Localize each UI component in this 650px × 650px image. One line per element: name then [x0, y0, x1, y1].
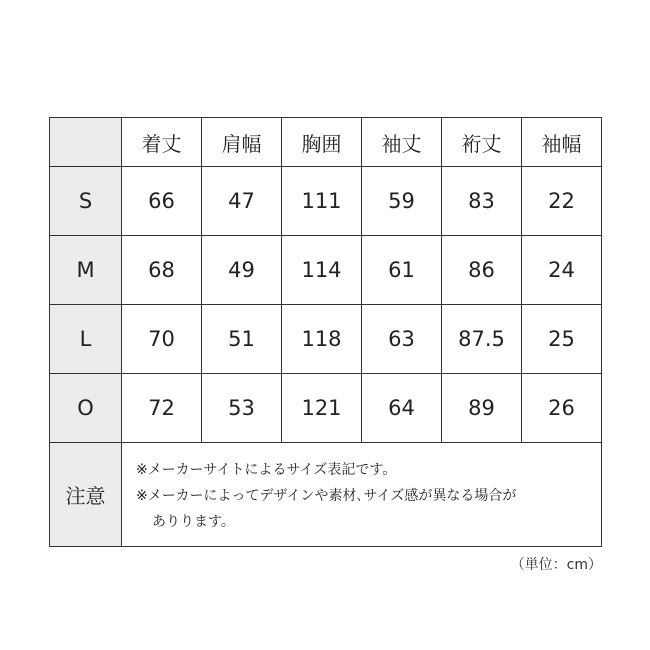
- table-header-row: [50, 118, 602, 167]
- table-cell: 26: [522, 374, 602, 443]
- table-cell: 61: [362, 236, 442, 305]
- table-row: [50, 305, 602, 374]
- table-cell: 66: [122, 167, 202, 236]
- table-cell: 25: [522, 305, 602, 374]
- notes-row: [50, 443, 602, 547]
- table-cell: 51: [202, 305, 282, 374]
- note-line: ※メーカーによってデザインや素材､サイズ感が異なる場合が: [136, 487, 517, 504]
- column-header-shoulder: 肩幅: [202, 118, 282, 167]
- table-cell: 83: [442, 167, 522, 236]
- table-cell: 70: [122, 305, 202, 374]
- size-label: S: [50, 167, 122, 236]
- column-header-chest: 胸囲: [282, 118, 362, 167]
- column-header-sleeve-length: 袖丈: [362, 118, 442, 167]
- unit-label: （単位：cm）: [510, 557, 602, 573]
- note-line: ※メーカーサイトによるサイズ表記です。: [136, 461, 397, 478]
- table-row: [50, 236, 602, 305]
- size-label: L: [50, 305, 122, 374]
- corner-cell: [50, 118, 122, 167]
- note-line: ありります。: [152, 513, 235, 530]
- table-cell: 118: [282, 305, 362, 374]
- column-header-length: 着丈: [122, 118, 202, 167]
- column-header-sleeve-width: 袖幅: [522, 118, 602, 167]
- table-cell: 64: [362, 374, 442, 443]
- table-cell: 53: [202, 374, 282, 443]
- table-row: [50, 167, 602, 236]
- table-cell: 121: [282, 374, 362, 443]
- notes-text: [122, 443, 602, 547]
- table-cell: 114: [282, 236, 362, 305]
- table-cell: 86: [442, 236, 522, 305]
- table-cell: 24: [522, 236, 602, 305]
- size-label: O: [50, 374, 122, 443]
- table-cell: 59: [362, 167, 442, 236]
- table-cell: 68: [122, 236, 202, 305]
- size-label: M: [50, 236, 122, 305]
- table-row: [50, 374, 602, 443]
- table-cell: 72: [122, 374, 202, 443]
- size-chart-table: [49, 117, 602, 547]
- table-cell: 87.5: [442, 305, 522, 374]
- table-cell: 89: [442, 374, 522, 443]
- table-cell: 49: [202, 236, 282, 305]
- table-cell: 63: [362, 305, 442, 374]
- notes-label: 注意: [50, 443, 122, 547]
- table-cell: 22: [522, 167, 602, 236]
- table-cell: 47: [202, 167, 282, 236]
- table-cell: 111: [282, 167, 362, 236]
- column-header-yuki: 裄丈: [442, 118, 522, 167]
